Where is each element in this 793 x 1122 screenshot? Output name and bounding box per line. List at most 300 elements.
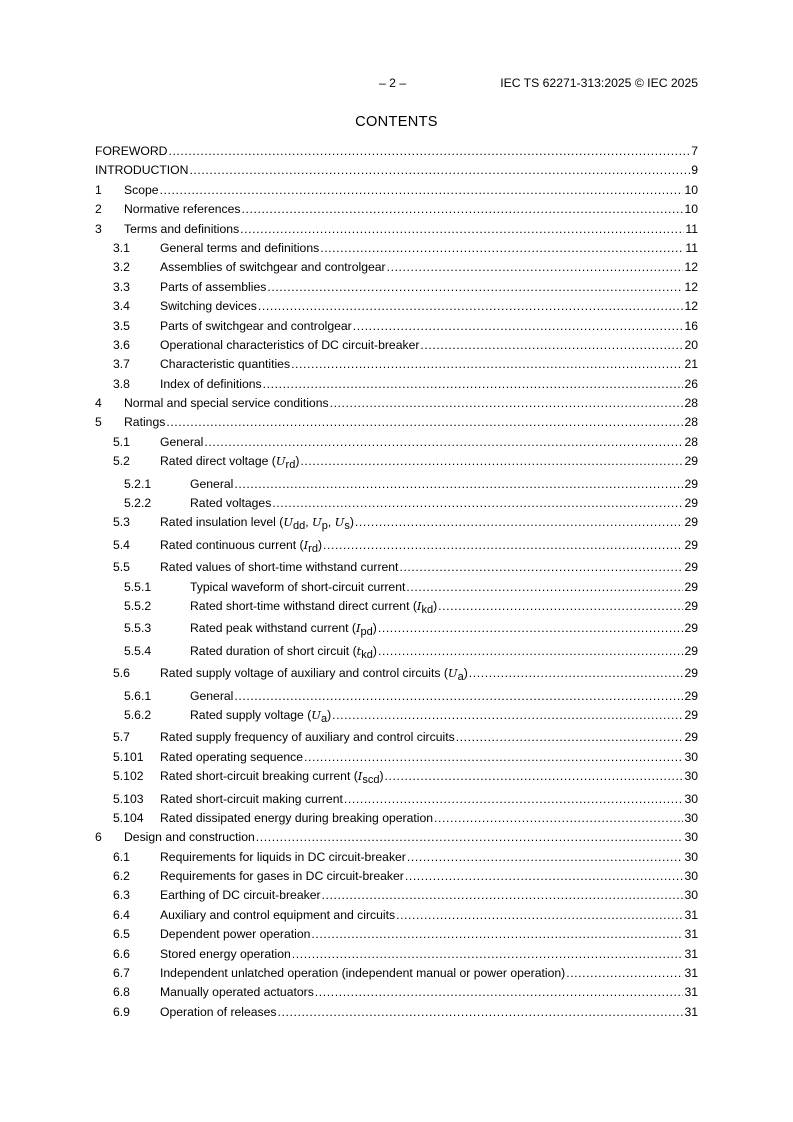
toc-entry-title: FOREWORD [95, 144, 168, 158]
dot-leader [323, 538, 683, 552]
toc-entry-label [190, 598, 438, 616]
toc-entry-label [124, 222, 239, 236]
toc-entry-number: 3.7 [113, 357, 130, 372]
toc-entry-title: Normative references [124, 202, 241, 217]
toc-entry[interactable] [95, 888, 698, 907]
toc-entry-page: 12 [684, 260, 698, 275]
toc-entry[interactable] [95, 496, 698, 515]
dot-leader [166, 415, 683, 429]
toc-entry-page: 29 [684, 496, 698, 511]
toc-entry-title: Stored energy operation [160, 946, 291, 961]
toc-entry-label [190, 707, 332, 725]
toc-entry-number: 5.5.3 [124, 621, 152, 636]
dot-leader [330, 396, 684, 410]
toc-entry-title: Requirements for liquids in DC circuit-breaker [160, 849, 406, 864]
dot-leader [204, 435, 683, 449]
toc-entry-label [160, 666, 468, 684]
toc-entry-title-end: ) [372, 621, 377, 636]
dot-leader [396, 908, 683, 922]
symbol-subscript: rd [308, 542, 318, 555]
toc-entry-label [95, 163, 188, 177]
toc-entry[interactable] [95, 477, 698, 496]
toc-entry-title: Manually operated actuators [160, 985, 314, 1000]
toc-entry[interactable] [95, 621, 698, 643]
symbol-subscript: a [320, 712, 328, 725]
toc-entry[interactable] [95, 811, 698, 830]
toc-entry-number: 5.2.2 [124, 496, 152, 511]
toc-entry-title: Rated short-time withstand direct current ( [190, 598, 417, 613]
toc-entry-number: 5.104 [113, 810, 144, 825]
dot-leader [355, 515, 684, 529]
toc-entry-number: 5.5 [113, 560, 130, 575]
toc-entry-label [190, 477, 233, 491]
dot-leader [420, 338, 683, 352]
symbol-subscript: rd [285, 459, 296, 472]
toc-entry-page: 30 [684, 749, 698, 764]
dot-leader [256, 830, 684, 844]
toc-entry-label [160, 966, 565, 980]
symbol-variable: I [357, 769, 363, 784]
toc-entry-page: 10 [684, 202, 698, 217]
toc-entry-page: 9 [691, 163, 698, 178]
toc-entry-page: 10 [684, 182, 698, 197]
toc-entry-title: General [160, 434, 204, 449]
dot-leader [304, 750, 683, 764]
toc-entry-title: Rated values of short-time withstand current [160, 560, 399, 575]
dot-leader [242, 202, 684, 216]
dot-leader [311, 927, 683, 941]
toc-entry-label [160, 811, 433, 825]
symbol-variable: t [356, 643, 362, 658]
toc-entry-number: 6.2 [113, 869, 130, 884]
dot-leader [438, 599, 683, 613]
toc-entry-label [160, 750, 303, 764]
toc-entry-title: Operational characteristics of DC circuit-breaker [160, 337, 420, 352]
toc-entry-label [160, 454, 300, 472]
toc-entry-label [160, 299, 257, 313]
toc-entry-number: 3.3 [113, 279, 130, 294]
toc-entry-page: 31 [684, 1004, 698, 1019]
toc-entry-number: 3.5 [113, 318, 130, 333]
toc-entry-number: 5.6.1 [124, 688, 152, 703]
toc-entry[interactable] [95, 850, 698, 869]
toc-entry-page: 29 [684, 730, 698, 745]
toc-entry-title: Rated peak withstand current ( [190, 621, 356, 636]
dot-leader [399, 560, 683, 574]
symbol-subscript: scd [362, 774, 380, 787]
page-title: CONTENTS [355, 114, 438, 130]
symbol-subscript: dd [293, 520, 306, 533]
toc-entry-page: 30 [684, 810, 698, 825]
dot-leader [267, 280, 683, 294]
toc-entry-page: 29 [684, 688, 698, 703]
dot-leader [234, 477, 683, 491]
toc-entry-page: 26 [684, 376, 698, 391]
toc-entry[interactable] [95, 927, 698, 946]
toc-entry[interactable] [95, 666, 698, 688]
dot-leader [434, 811, 683, 825]
toc-entry-label [124, 202, 241, 216]
toc-entry-label [160, 377, 262, 391]
toc-entry-label [160, 985, 314, 999]
toc-entry-number: 5.5.4 [124, 643, 152, 658]
toc-entry-label [160, 241, 319, 255]
toc-entry[interactable] [95, 377, 698, 396]
toc-entry[interactable] [95, 435, 698, 454]
toc-entry-title: Rated dissipated energy during breaking operation [160, 810, 434, 825]
toc-entry-number: 5.101 [113, 749, 144, 764]
symbol-variable: I [303, 537, 309, 552]
toc-entry-number: 6.8 [113, 985, 130, 1000]
toc-entry-page: 31 [684, 946, 698, 961]
toc-entry-title: General terms and definitions [160, 240, 320, 255]
toc-entry[interactable] [95, 985, 698, 1004]
dot-leader [322, 888, 684, 902]
toc-entry-label [160, 338, 419, 352]
toc-entry-number: 5.5.2 [124, 598, 152, 613]
toc-entry-label [160, 537, 323, 555]
toc-entry-page: 29 [684, 454, 698, 469]
standard-reference: IEC TS 62271-313:2025 © IEC 2025 [500, 76, 698, 90]
toc-entry-page: 30 [684, 830, 698, 845]
symbol-subscript: pd [360, 626, 373, 639]
toc-entry-number: 5.7 [113, 730, 130, 745]
toc-entry-label [124, 183, 159, 197]
dot-leader [456, 730, 684, 744]
toc-entry-number: 5.2 [113, 454, 130, 469]
toc-entry[interactable] [95, 260, 698, 279]
toc-entry[interactable] [95, 163, 698, 182]
toc-entry-number: 5.6 [113, 666, 130, 681]
symbol-variable: U [334, 515, 345, 530]
dot-leader [263, 377, 684, 391]
toc-entry-number: 3.8 [113, 376, 130, 391]
dot-leader [378, 644, 683, 658]
dot-leader [353, 319, 684, 333]
dot-leader [189, 163, 690, 177]
symbol-variable: U [312, 515, 322, 530]
toc-entry-title: Design and construction [124, 830, 255, 845]
toc-entry-title: Rated direct voltage ( [160, 454, 276, 469]
dot-leader [291, 357, 683, 371]
toc-entry-title-end: ) [327, 707, 332, 722]
toc-entry-number: 5.3 [113, 515, 130, 530]
dot-leader [405, 869, 684, 883]
toc-entry[interactable] [95, 644, 698, 666]
toc-entry-title: Operation of releases [160, 1004, 277, 1019]
symbol-variable: U [447, 666, 458, 681]
toc-entry-title: Rated supply voltage ( [190, 707, 312, 722]
dot-leader [387, 260, 684, 274]
toc-entry-title: Rated short-circuit making current [160, 791, 343, 806]
toc-entry-title: Rated supply frequency of auxiliary and control circuits [160, 730, 455, 745]
toc-entry-number: 5.1 [113, 434, 130, 449]
dot-leader [320, 241, 684, 255]
toc-entry-page: 29 [684, 707, 698, 722]
toc-entry-page: 28 [684, 434, 698, 449]
dot-leader [258, 299, 684, 313]
toc-entry[interactable] [95, 202, 698, 221]
toc-entry-page: 30 [684, 888, 698, 903]
symbol-subscript: s [344, 520, 350, 533]
toc-entry[interactable] [95, 515, 698, 537]
toc-entry-page: 30 [684, 791, 698, 806]
toc-entry-label [190, 689, 233, 703]
toc-entry-title: Assemblies of switchgear and controlgear [160, 260, 386, 275]
toc-entry[interactable] [95, 538, 698, 560]
toc-entry-number: 3.4 [113, 299, 130, 314]
toc-entry-label [160, 560, 398, 574]
toc-entry[interactable] [95, 241, 698, 260]
toc-entry-title: General [190, 476, 234, 491]
dot-leader [160, 183, 684, 197]
page-header [95, 76, 698, 92]
toc-entry-title: Parts of switchgear and controlgear [160, 318, 352, 333]
toc-entry-label [160, 947, 291, 961]
toc-entry-number: 6.3 [113, 888, 130, 903]
toc-entry-label [160, 1005, 277, 1019]
toc-entry-number: 5.103 [113, 791, 144, 806]
toc-entry[interactable] [95, 454, 698, 476]
toc-entry[interactable] [95, 183, 698, 202]
toc-entry-label [160, 319, 352, 333]
toc-entry[interactable] [95, 599, 698, 621]
toc-entry-page: 29 [684, 537, 698, 552]
toc-entry-title: General [190, 688, 234, 703]
symbol-variable: I [355, 621, 361, 636]
symbol-subscript: kd [361, 648, 373, 661]
toc-entry-page: 12 [684, 279, 698, 294]
symbol-separator: , [305, 515, 313, 530]
toc-entry-label [95, 144, 167, 158]
toc-entry[interactable] [95, 222, 698, 241]
toc-entry[interactable] [95, 730, 698, 749]
toc-entry-number: 5.102 [113, 769, 144, 784]
toc-entry-page: 30 [684, 869, 698, 884]
toc-entry[interactable] [95, 357, 698, 376]
toc-entry-title: Rated voltages [190, 496, 272, 511]
toc-entry-number: 3.1 [113, 240, 130, 255]
toc-entry-label [124, 396, 329, 410]
toc-entry-title-end: ) [372, 643, 377, 658]
toc-entry[interactable] [95, 144, 698, 163]
toc-entry-page: 29 [684, 476, 698, 491]
toc-entry-title: Parts of assemblies [160, 279, 267, 294]
dot-leader [407, 850, 684, 864]
symbol-subscript: p [321, 520, 328, 533]
symbol-variable: I [416, 598, 422, 613]
toc-entry-title-end: ) [433, 598, 438, 613]
dot-leader [240, 222, 684, 236]
toc-entry-page: 12 [684, 299, 698, 314]
toc-entry[interactable] [95, 769, 698, 791]
toc-entry-title: Rated short-circuit breaking current ( [160, 769, 358, 784]
toc-entry-number: 2 [95, 202, 102, 217]
dot-leader [385, 769, 684, 783]
dot-leader [315, 985, 684, 999]
toc-entry-page: 29 [684, 621, 698, 636]
toc-entry-label [160, 869, 404, 883]
toc-entry-label [124, 415, 165, 429]
toc-entry-label [160, 792, 343, 806]
symbol-separator: , [327, 515, 335, 530]
dot-leader [300, 454, 683, 468]
toc-entry-page: 29 [684, 598, 698, 613]
toc-entry-title: Ratings [124, 415, 166, 430]
toc-entry-page: 30 [684, 849, 698, 864]
toc-entry-page: 31 [684, 927, 698, 942]
toc-entry-page: 31 [684, 985, 698, 1000]
toc-entry-label [160, 280, 266, 294]
toc-entry[interactable] [95, 750, 698, 769]
toc-entry-number: 5.6.2 [124, 707, 152, 722]
toc-entry-page: 29 [684, 560, 698, 575]
toc-entry-number: 3.2 [113, 260, 130, 275]
toc-entry-page: 31 [684, 907, 698, 922]
toc-entry-number: 6.6 [113, 946, 130, 961]
toc-entry-number: 6.9 [113, 1004, 130, 1019]
toc-entry-label [160, 435, 203, 449]
toc-entry-page: 7 [691, 144, 698, 158]
symbol-subscript: kd [421, 603, 434, 616]
table-of-contents [95, 144, 698, 1024]
toc-entry-label [124, 830, 255, 844]
toc-entry[interactable] [95, 689, 698, 708]
toc-entry-page: 29 [684, 643, 698, 658]
toc-entry-number: 3.6 [113, 337, 130, 352]
toc-entry-title: Rated insulation level ( [160, 515, 284, 530]
toc-entry[interactable] [95, 280, 698, 299]
toc-entry[interactable] [95, 560, 698, 579]
toc-entry[interactable] [95, 338, 698, 357]
toc-entry-title: Dependent power operation [160, 927, 311, 942]
toc-entry-title: Rated duration of short circuit ( [190, 643, 357, 658]
toc-entry-page: 29 [684, 579, 698, 594]
dot-leader [406, 580, 683, 594]
toc-entry[interactable] [95, 396, 698, 415]
toc-entry-title: Requirements for gases in DC circuit-breaker [160, 869, 404, 884]
toc-entry[interactable] [95, 299, 698, 318]
toc-entry[interactable] [95, 869, 698, 888]
toc-entry-title: Normal and special service conditions [124, 396, 329, 411]
toc-entry-title: Rated supply voltage of auxiliary and control circuits ( [160, 666, 448, 681]
dot-leader [344, 792, 684, 806]
toc-entry[interactable] [95, 947, 698, 966]
toc-entry-title: Earthing of DC circuit-breaker [160, 888, 321, 903]
toc-entry-number: 6.4 [113, 907, 130, 922]
dot-leader [332, 708, 683, 722]
toc-entry-title-end: ) [379, 769, 384, 784]
toc-entry-number: 5.5.1 [124, 579, 152, 594]
toc-entry-title: Independent unlatched operation (independent manual or power operation) [160, 966, 566, 981]
toc-entry-label [190, 621, 377, 639]
toc-entry-label [160, 730, 455, 744]
dot-leader [234, 689, 683, 703]
toc-entry-label [160, 260, 386, 274]
toc-entry-label [160, 515, 354, 533]
toc-entry-number: 1 [95, 182, 102, 197]
toc-entry-label [190, 580, 405, 594]
toc-entry-title-end: ) [295, 454, 300, 469]
toc-entry-title: Auxiliary and control equipment and circuits [160, 907, 396, 922]
toc-entry-number: 5 [95, 415, 102, 430]
dot-leader [378, 621, 684, 635]
toc-entry[interactable] [95, 319, 698, 338]
dot-leader [278, 1005, 684, 1019]
toc-entry-label [160, 927, 310, 941]
toc-entry-page: 28 [684, 396, 698, 411]
symbol-variable: U [311, 707, 321, 722]
dot-leader [272, 496, 683, 510]
toc-entry-number: 5.4 [113, 537, 130, 552]
toc-entry-number: 6.5 [113, 927, 130, 942]
toc-entry-number: 6.1 [113, 849, 130, 864]
toc-entry-number: 6 [95, 830, 102, 845]
toc-entry[interactable] [95, 708, 698, 730]
toc-entry-title-end: ) [317, 537, 323, 552]
symbol-subscript: a [457, 671, 464, 684]
symbol-variable: U [275, 454, 286, 469]
toc-entry[interactable] [95, 1005, 698, 1024]
toc-entry[interactable] [95, 830, 698, 849]
toc-entry-page: 30 [684, 769, 698, 784]
toc-entry-label [160, 769, 384, 787]
toc-entry[interactable] [95, 966, 698, 985]
toc-entry-page: 16 [684, 318, 698, 333]
toc-entry-number: 3 [95, 221, 102, 236]
toc-entry-page: 29 [684, 666, 698, 681]
toc-entry-page: 28 [684, 415, 698, 430]
toc-entry[interactable] [95, 908, 698, 927]
toc-entry-page: 11 [685, 240, 698, 255]
toc-entry-page: 20 [684, 337, 698, 352]
toc-entry-page: 29 [684, 515, 698, 530]
toc-entry-label [160, 850, 406, 864]
toc-entry-page: 21 [684, 357, 698, 372]
toc-entry-label [190, 643, 377, 661]
toc-entry-title: Switching devices [160, 299, 257, 314]
toc-entry-number: 6.7 [113, 966, 130, 981]
toc-entry[interactable] [95, 580, 698, 599]
toc-entry-label [160, 357, 290, 371]
toc-entry-title: Index of definitions [160, 376, 262, 391]
page-number: – 2 – [379, 76, 407, 90]
toc-entry-number: 5.2.1 [124, 476, 152, 491]
toc-entry-title: INTRODUCTION [95, 163, 189, 178]
toc-entry-title: Rated continuous current ( [160, 537, 304, 552]
toc-entry[interactable] [95, 792, 698, 811]
toc-entry-title-end: ) [349, 515, 354, 530]
toc-entry-page: 11 [685, 221, 698, 236]
toc-entry-title: Scope [124, 182, 159, 197]
toc-entry-title: Rated operating sequence [160, 749, 303, 764]
toc-entry-title-end: ) [463, 666, 468, 681]
toc-entry-label [190, 496, 271, 510]
toc-entry-title: Terms and definitions [124, 221, 240, 236]
toc-entry[interactable] [95, 415, 698, 434]
toc-entry-title: Typical waveform of short-circuit current [190, 579, 406, 594]
toc-entry-label [160, 908, 395, 922]
toc-entry-title: Characteristic quantities [160, 357, 291, 372]
toc-entry-label [160, 888, 321, 902]
dot-leader [566, 966, 683, 980]
dot-leader [168, 144, 690, 158]
dot-leader [292, 947, 684, 961]
toc-entry-number: 4 [95, 396, 102, 411]
toc-entry-page: 31 [684, 966, 698, 981]
dot-leader [469, 666, 684, 680]
symbol-variable: U [283, 515, 294, 530]
